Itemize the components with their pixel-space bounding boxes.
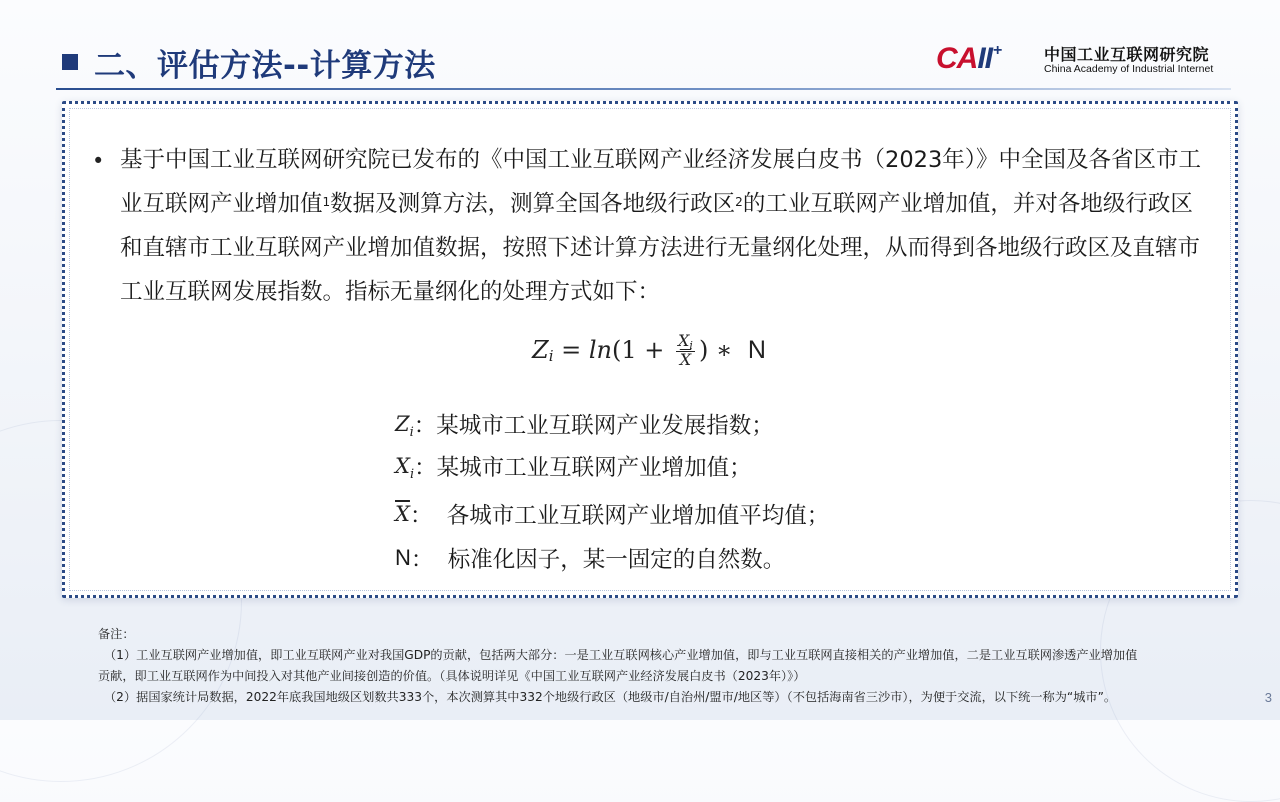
def-subscript: i bbox=[409, 467, 415, 482]
def-text: ：某城市工业互联网产业增加值； bbox=[414, 455, 752, 481]
logo-letter-c: C bbox=[936, 42, 957, 75]
formula-lhs-subscript: i bbox=[548, 347, 554, 365]
def-text: ：某城市工业互联网产业发展指数； bbox=[413, 413, 774, 439]
logo-letters-ii: II bbox=[977, 42, 993, 75]
definition-xi bbox=[395, 446, 752, 486]
def-symbol-x-bar: $\overline{X}$ bbox=[395, 502, 410, 526]
def-symbol-xi bbox=[395, 454, 415, 482]
formula-n: N bbox=[747, 335, 766, 364]
logo-name-cn: 中国工业互联网研究院 bbox=[1044, 45, 1210, 64]
fraction-numerator bbox=[676, 330, 695, 352]
def-text: ： 各城市工业互联网产业增加值平均值； bbox=[409, 503, 830, 529]
footnote-ref-2: 2 bbox=[735, 195, 743, 209]
note-1-line-2: 贡献，即工业互联网作为中间投入对其他产业间接创造的价值。（具体说明详见《中国工业互联网产业经济发展白皮书（2023年）》） bbox=[98, 669, 806, 683]
def-symbol: Z bbox=[395, 412, 410, 436]
caii-logo-mark bbox=[936, 44, 1002, 74]
definition-zi bbox=[395, 404, 774, 444]
fraction-denominator: X bbox=[679, 349, 692, 369]
page-title-row bbox=[62, 40, 436, 84]
numerator-symbol: X bbox=[678, 330, 690, 350]
formula-open: (1 + bbox=[612, 336, 673, 364]
header-divider bbox=[56, 88, 1231, 90]
formula-equals: = bbox=[553, 336, 589, 364]
formula-lhs: Z bbox=[532, 336, 549, 364]
logo-letter-a: A bbox=[956, 42, 978, 75]
footnote-ref-1: 1 bbox=[322, 195, 331, 209]
page-number: 3 bbox=[1264, 690, 1272, 705]
bullet-icon: • bbox=[92, 149, 105, 173]
definition-x-bar bbox=[395, 494, 829, 534]
page-title: 二、评估方法--计算方法 bbox=[94, 47, 436, 84]
paragraph-part-2: 数据及测算方法，测算全国各地级行政区 bbox=[330, 191, 736, 217]
logo-plus: + bbox=[993, 42, 1003, 59]
numerator-subscript: i bbox=[689, 338, 693, 352]
def-symbol-zi bbox=[395, 412, 414, 440]
def-symbol: X bbox=[395, 454, 410, 478]
method-paragraph bbox=[120, 138, 1210, 314]
normalization-formula bbox=[532, 322, 766, 378]
note-2: （2）据国家统计局数据，2022年底我国地级区划数共333个，本次测算其中332个地级行政区（地级市/自治州/盟市/地区等）（不包括海南省三沙市），为便于交流，以下统一称为“城市”。 bbox=[104, 690, 1117, 704]
definition-n bbox=[395, 538, 785, 578]
formula-ln: ln bbox=[588, 336, 613, 364]
paragraph-part-3: 的工业互联网产业增加值，并对各地级行政区和直辖市工业互联网产业增加值数据，按照下述计算方法进行无量纲化处理，从而得到各地级行政区及直辖市工业互联网发展指数。指标无量纲化的处理方式如下： bbox=[120, 191, 1201, 305]
title-square-icon bbox=[62, 54, 78, 70]
formula-close: ) bbox=[698, 336, 709, 364]
caii-logo bbox=[936, 42, 1228, 76]
logo-name-en: China Academy of Industrial Internet bbox=[1044, 63, 1214, 75]
formula-fraction bbox=[676, 330, 695, 369]
def-text: ： 标准化因子，某一固定的自然数。 bbox=[410, 547, 786, 573]
def-symbol-n: N bbox=[395, 545, 411, 570]
formula-times: ∗ bbox=[708, 336, 740, 364]
note-1-line-1: （1）工业互联网产业增加值，即工业互联网产业对我国GDP的贡献，包括两大部分：一是工业互联网核心产业增加值，即与工业互联网直接相关的产业增加值，二是工业互联网渗透产业增加值 bbox=[104, 648, 1138, 662]
paragraph-part-1: 基于中国工业互联网研究院已发布的《中国工业互联网产业经济发展白皮书（2023年）》中全国及各省区市工业互联网产业增加值 bbox=[120, 147, 1202, 217]
notes-heading: 备注： bbox=[98, 627, 135, 641]
def-subscript: i bbox=[409, 425, 414, 440]
footnotes bbox=[98, 624, 1238, 708]
